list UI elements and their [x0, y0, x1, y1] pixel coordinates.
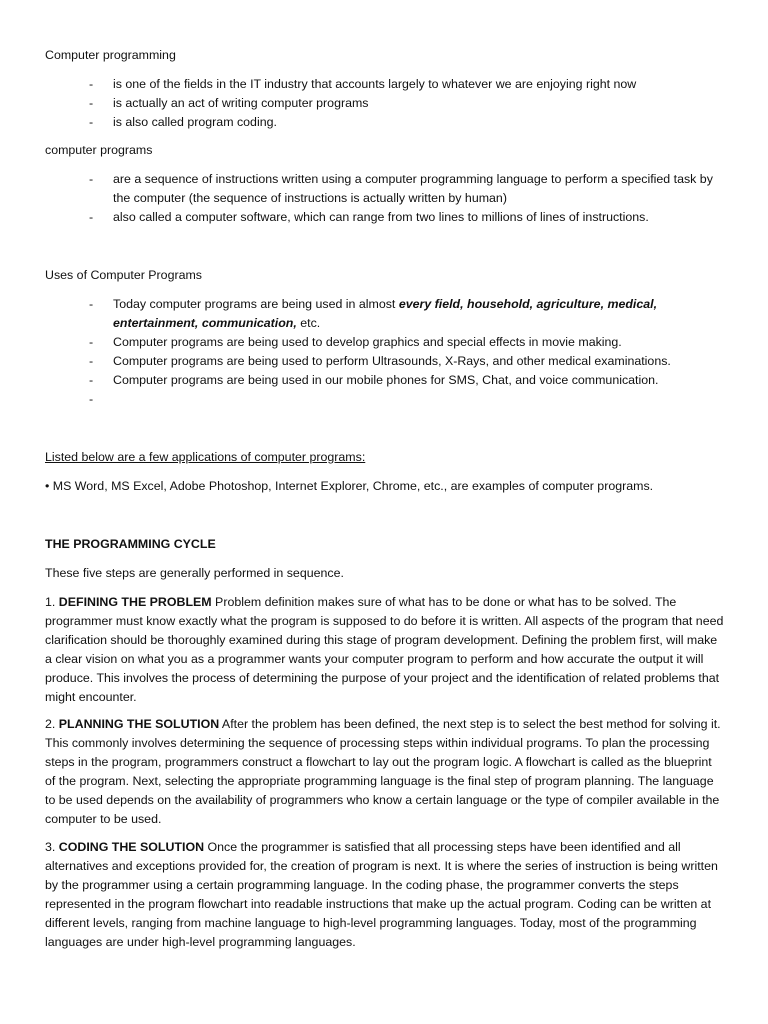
section-heading-uses: Uses of Computer Programs	[45, 268, 203, 282]
dash-bullet: -	[89, 172, 94, 186]
dash-bullet: -	[89, 210, 94, 224]
list-item-empty	[0, 390, 713, 409]
cycle-heading: THE PROGRAMMING CYCLE	[45, 537, 216, 551]
step-defining-problem: 1. DEFINING THE PROBLEM Problem definition makes sure of what has to be done or what has to be solved. The programmer must know exactly what the program is supposed to do before it is written. All aspects of the program that need clarification should be thoroughly examined during this stage of program development. Defining the problem first, will make a clear vision on what you as a programmer wants your computer program to perform and how accurate the output it will produce. This involves the process of determining the purpose of your project and the identification of related problems that might encounter.	[45, 595, 724, 704]
step-title: DEFINING THE PROBLEM	[58, 595, 212, 609]
emphasis-text: every field, household, agriculture, medical, entertainment, communication,	[113, 297, 658, 330]
list-item: - is actually an act of writing computer programs	[0, 94, 713, 113]
step-title: CODING THE SOLUTION	[58, 840, 205, 854]
dash-bullet: -	[89, 392, 94, 406]
list-item: - Computer programs are being used to develop graphics and special effects in movie making.	[0, 333, 713, 352]
applications-heading: Listed below are a few applications of computer programs:	[45, 450, 366, 464]
list-item: - is one of the fields in the IT industry that accounts largely to whatever we are enjoying right now	[0, 75, 713, 94]
dash-bullet: -	[89, 354, 94, 368]
step-coding-solution: 3. CODING THE SOLUTION Once the programmer is satisfied that all processing steps have been identified and all alternatives and exceptions provided for, the creation of program is next. It is where the series of instruction is being written by the programmer using a certain programming language. In the coding phase, the programmer converts the steps represented in the program flowchart into readable instructions that make up the actual program. Coding can be written at different levels, ranging from machine language to high-level programming languages. Today, most of the programming languages are under high-level programming languages.	[45, 840, 718, 949]
section-heading-computer-programming: Computer programming	[45, 48, 176, 62]
list-item: - Computer programs are being used to perform Ultrasounds, X-Rays, and other medical examinations.	[0, 352, 713, 371]
section-heading-computer-programs: computer programs	[45, 143, 153, 157]
applications-text: • MS Word, MS Excel, Adobe Photoshop, Internet Explorer, Chrome, etc., are examples of computer programs.	[45, 479, 654, 493]
dash-bullet: -	[89, 96, 94, 110]
list-item: - Computer programs are being used in our mobile phones for SMS, Chat, and voice communication.	[0, 371, 713, 390]
dash-bullet: -	[89, 77, 94, 91]
computer-programming-list	[0, 75, 768, 132]
list-item: - also called a computer software, which can range from two lines to millions of lines of instructions.	[0, 208, 713, 227]
cycle-intro: These five steps are generally performed in sequence.	[45, 566, 344, 580]
computer-programs-list	[0, 170, 768, 227]
step-title: PLANNING THE SOLUTION	[58, 717, 220, 731]
list-item: - Today computer programs are being used in almost every field, household, agriculture, medical, entertainment, communication, etc.	[89, 297, 658, 330]
dash-bullet: -	[89, 373, 94, 387]
step-planning-solution: 2. PLANNING THE SOLUTION After the problem has been defined, the next step is to select the best method for solving it. This commonly involves determining the sequence of processing steps within individual programs. To plan the processing steps in the program, programmers construct a flowchart to lay out the program logic. A flowchart is called as the blueprint of the program. Next, selecting the appropriate programming language is the final step of program planning. The language to be used depends on the availability of programmers who know a certain language or the type of compiler available in the computer to be used.	[45, 717, 721, 826]
uses-list	[0, 295, 768, 409]
dash-bullet: -	[89, 297, 94, 311]
dash-bullet: -	[89, 115, 94, 129]
list-item: - is also called program coding.	[0, 113, 713, 132]
dash-bullet: -	[89, 335, 94, 349]
list-item: - are a sequence of instructions written using a computer programming language to perform a specified task by the computer (the sequence of instructions is actually written by human)	[89, 172, 713, 205]
